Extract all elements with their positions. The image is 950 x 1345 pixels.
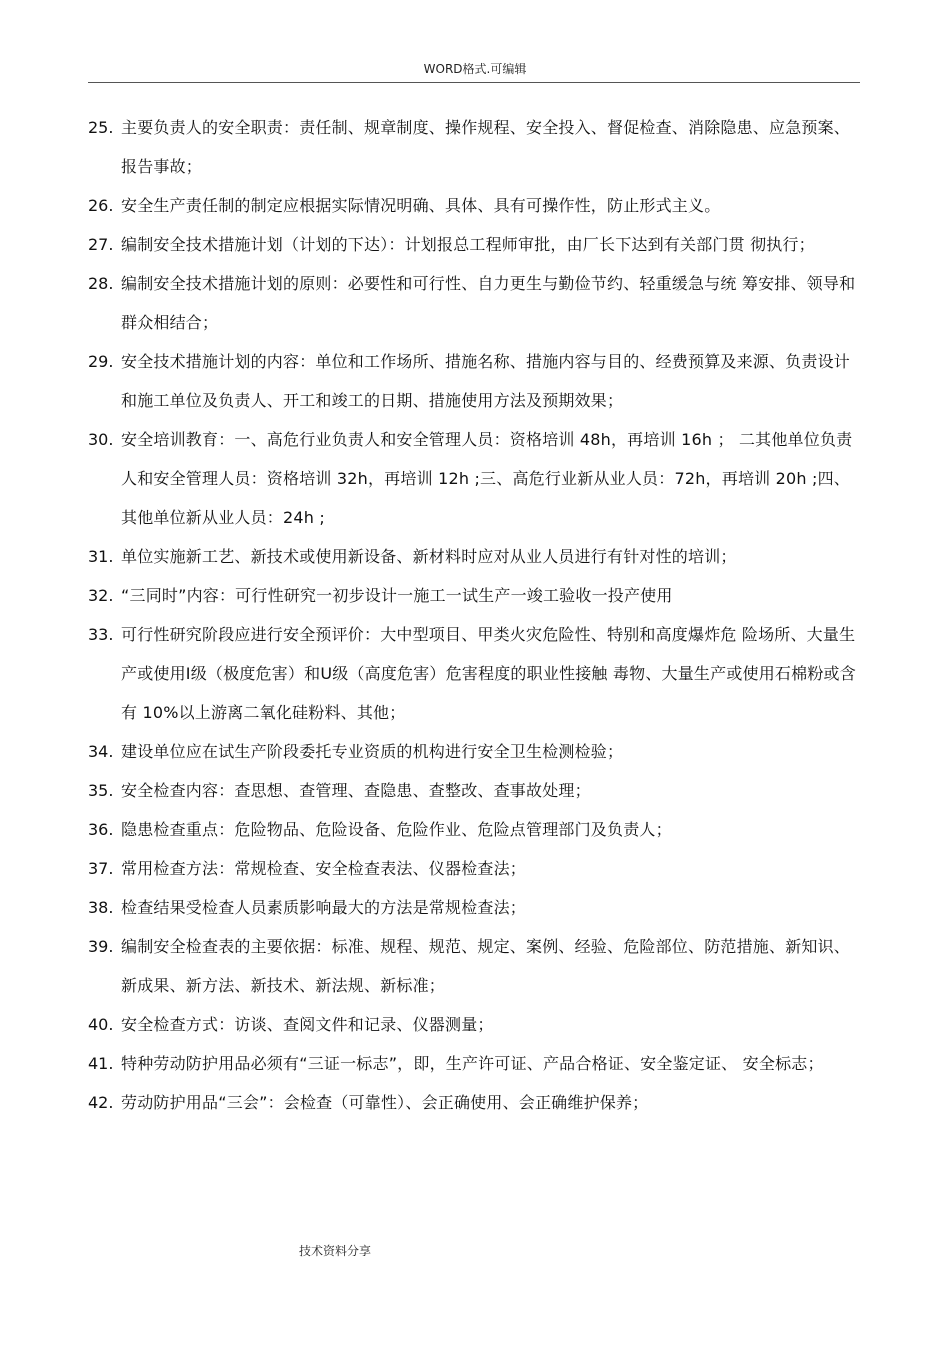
item-text: 建设单位应在试生产阶段委托专业资质的机构进行安全卫生检测检验； — [121, 742, 624, 761]
item-number: 35. — [88, 781, 114, 800]
item-number: 29. — [88, 352, 114, 371]
list-item — [88, 576, 860, 615]
item-text: 主要负责人的安全职责：责任制、规章制度、操作规程、安全投入、督促检查、消除隐患、应急预案、报告事故； — [121, 118, 851, 176]
item-text: 常用检查方法：常规检查、安全检查表法、仪器检查法； — [121, 859, 527, 878]
item-number: 25. — [88, 118, 114, 137]
item-text: 隐患检查重点：危险物品、危险设备、危险作业、危险点管理部门及负责人； — [121, 820, 672, 839]
list-item — [88, 186, 860, 225]
list-item — [88, 342, 860, 420]
list-item — [88, 810, 860, 849]
list-item — [88, 732, 860, 771]
page-footer: 技术资料分享 — [299, 1244, 372, 1258]
item-text: 劳动防护用品“三会”：会检查（可靠性）、会正确使用、会正确维护保养； — [121, 1093, 649, 1112]
item-text: 编制安全技术措施计划的原则：必要性和可行性、自力更生与勤俭节约、轻重缓急与统 筹安排、领导和群众相结合； — [121, 274, 856, 332]
header-divider — [88, 82, 860, 83]
list-item — [88, 771, 860, 810]
item-text: 编制安全检查表的主要依据：标准、规程、规范、规定、案例、经验、危险部位、防范措施、新知识、新成果、新方法、新技术、新法规、新标准； — [121, 937, 851, 995]
list-item — [88, 849, 860, 888]
list-item — [88, 1005, 860, 1044]
item-number: 38. — [88, 898, 114, 917]
item-text: 检查结果受检查人员素质影响最大的方法是常规检查法； — [121, 898, 527, 917]
item-text: 安全培训教育：一、高危行业负责人和安全管理人员：资格培训 48h，再培训 16h ； 二其他单位负责人和安全管理人员：资格培训 32h，再培训 12h ;三、高危行业新从业人员：72h，再培训 20h ;四、其他单位新从业人员：24h ; — [121, 430, 853, 527]
item-number: 26. — [88, 196, 114, 215]
list-item — [88, 1083, 860, 1122]
item-text: 可行性研究阶段应进行安全预评价：大中型项目、甲类火灾危险性、特别和高度爆炸危 险场所、大量生产或使用Ⅰ级（极度危害）和U级（高度危害）危害程度的职业性接触 毒物、大量生产或使用石棉粉或含有 10%以上游离二氧化硅粉料、其他； — [121, 625, 856, 722]
item-number: 39. — [88, 937, 114, 956]
list-item — [88, 537, 860, 576]
page-header: WORD格式.可编辑 — [423, 62, 527, 76]
item-number: 37. — [88, 859, 114, 878]
item-number: 36. — [88, 820, 114, 839]
item-number: 28. — [88, 274, 114, 293]
item-text: 单位实施新工艺、新技术或使用新设备、新材料时应对从业人员进行有针对性的培训； — [121, 547, 737, 566]
item-number: 42. — [88, 1093, 114, 1112]
item-text: 安全生产责任制的制定应根据实际情况明确、具体、具有可操作性，防止形式主义。 — [121, 196, 721, 215]
list-item — [88, 927, 860, 1005]
item-text: “三同时”内容：可行性研究一初步设计一施工一试生产一竣工验收一投产使用 — [121, 586, 673, 605]
list-item — [88, 1044, 860, 1083]
list-item — [88, 615, 860, 732]
item-text: 安全检查方式：访谈、查阅文件和记录、仪器测量； — [121, 1015, 494, 1034]
item-text: 编制安全技术措施计划（计划的下达）：计划报总工程师审批，由厂长下达到有关部门贯 彻执行； — [121, 235, 815, 254]
item-text: 安全检查内容：查思想、查管理、查隐患、查整改、查事故处理； — [121, 781, 591, 800]
document-body — [88, 108, 860, 1122]
list-item — [88, 108, 860, 186]
item-number: 33. — [88, 625, 114, 644]
item-number: 27. — [88, 235, 114, 254]
list-item — [88, 888, 860, 927]
list-item — [88, 264, 860, 342]
item-number: 34. — [88, 742, 114, 761]
item-number: 31. — [88, 547, 114, 566]
list-item — [88, 225, 860, 264]
item-number: 41. — [88, 1054, 114, 1073]
item-text: 特种劳动防护用品必须有“三证一标志”，即，生产许可证、产品合格证、安全鉴定证、 安全标志； — [121, 1054, 824, 1073]
list-item — [88, 420, 860, 537]
item-text: 安全技术措施计划的内容：单位和工作场所、措施名称、措施内容与目的、经费预算及来源、负责设计和施工单位及负责人、开工和竣工的日期、措施使用方法及预期效果； — [121, 352, 851, 410]
item-number: 30. — [88, 430, 114, 449]
item-number: 32. — [88, 586, 114, 605]
item-number: 40. — [88, 1015, 114, 1034]
